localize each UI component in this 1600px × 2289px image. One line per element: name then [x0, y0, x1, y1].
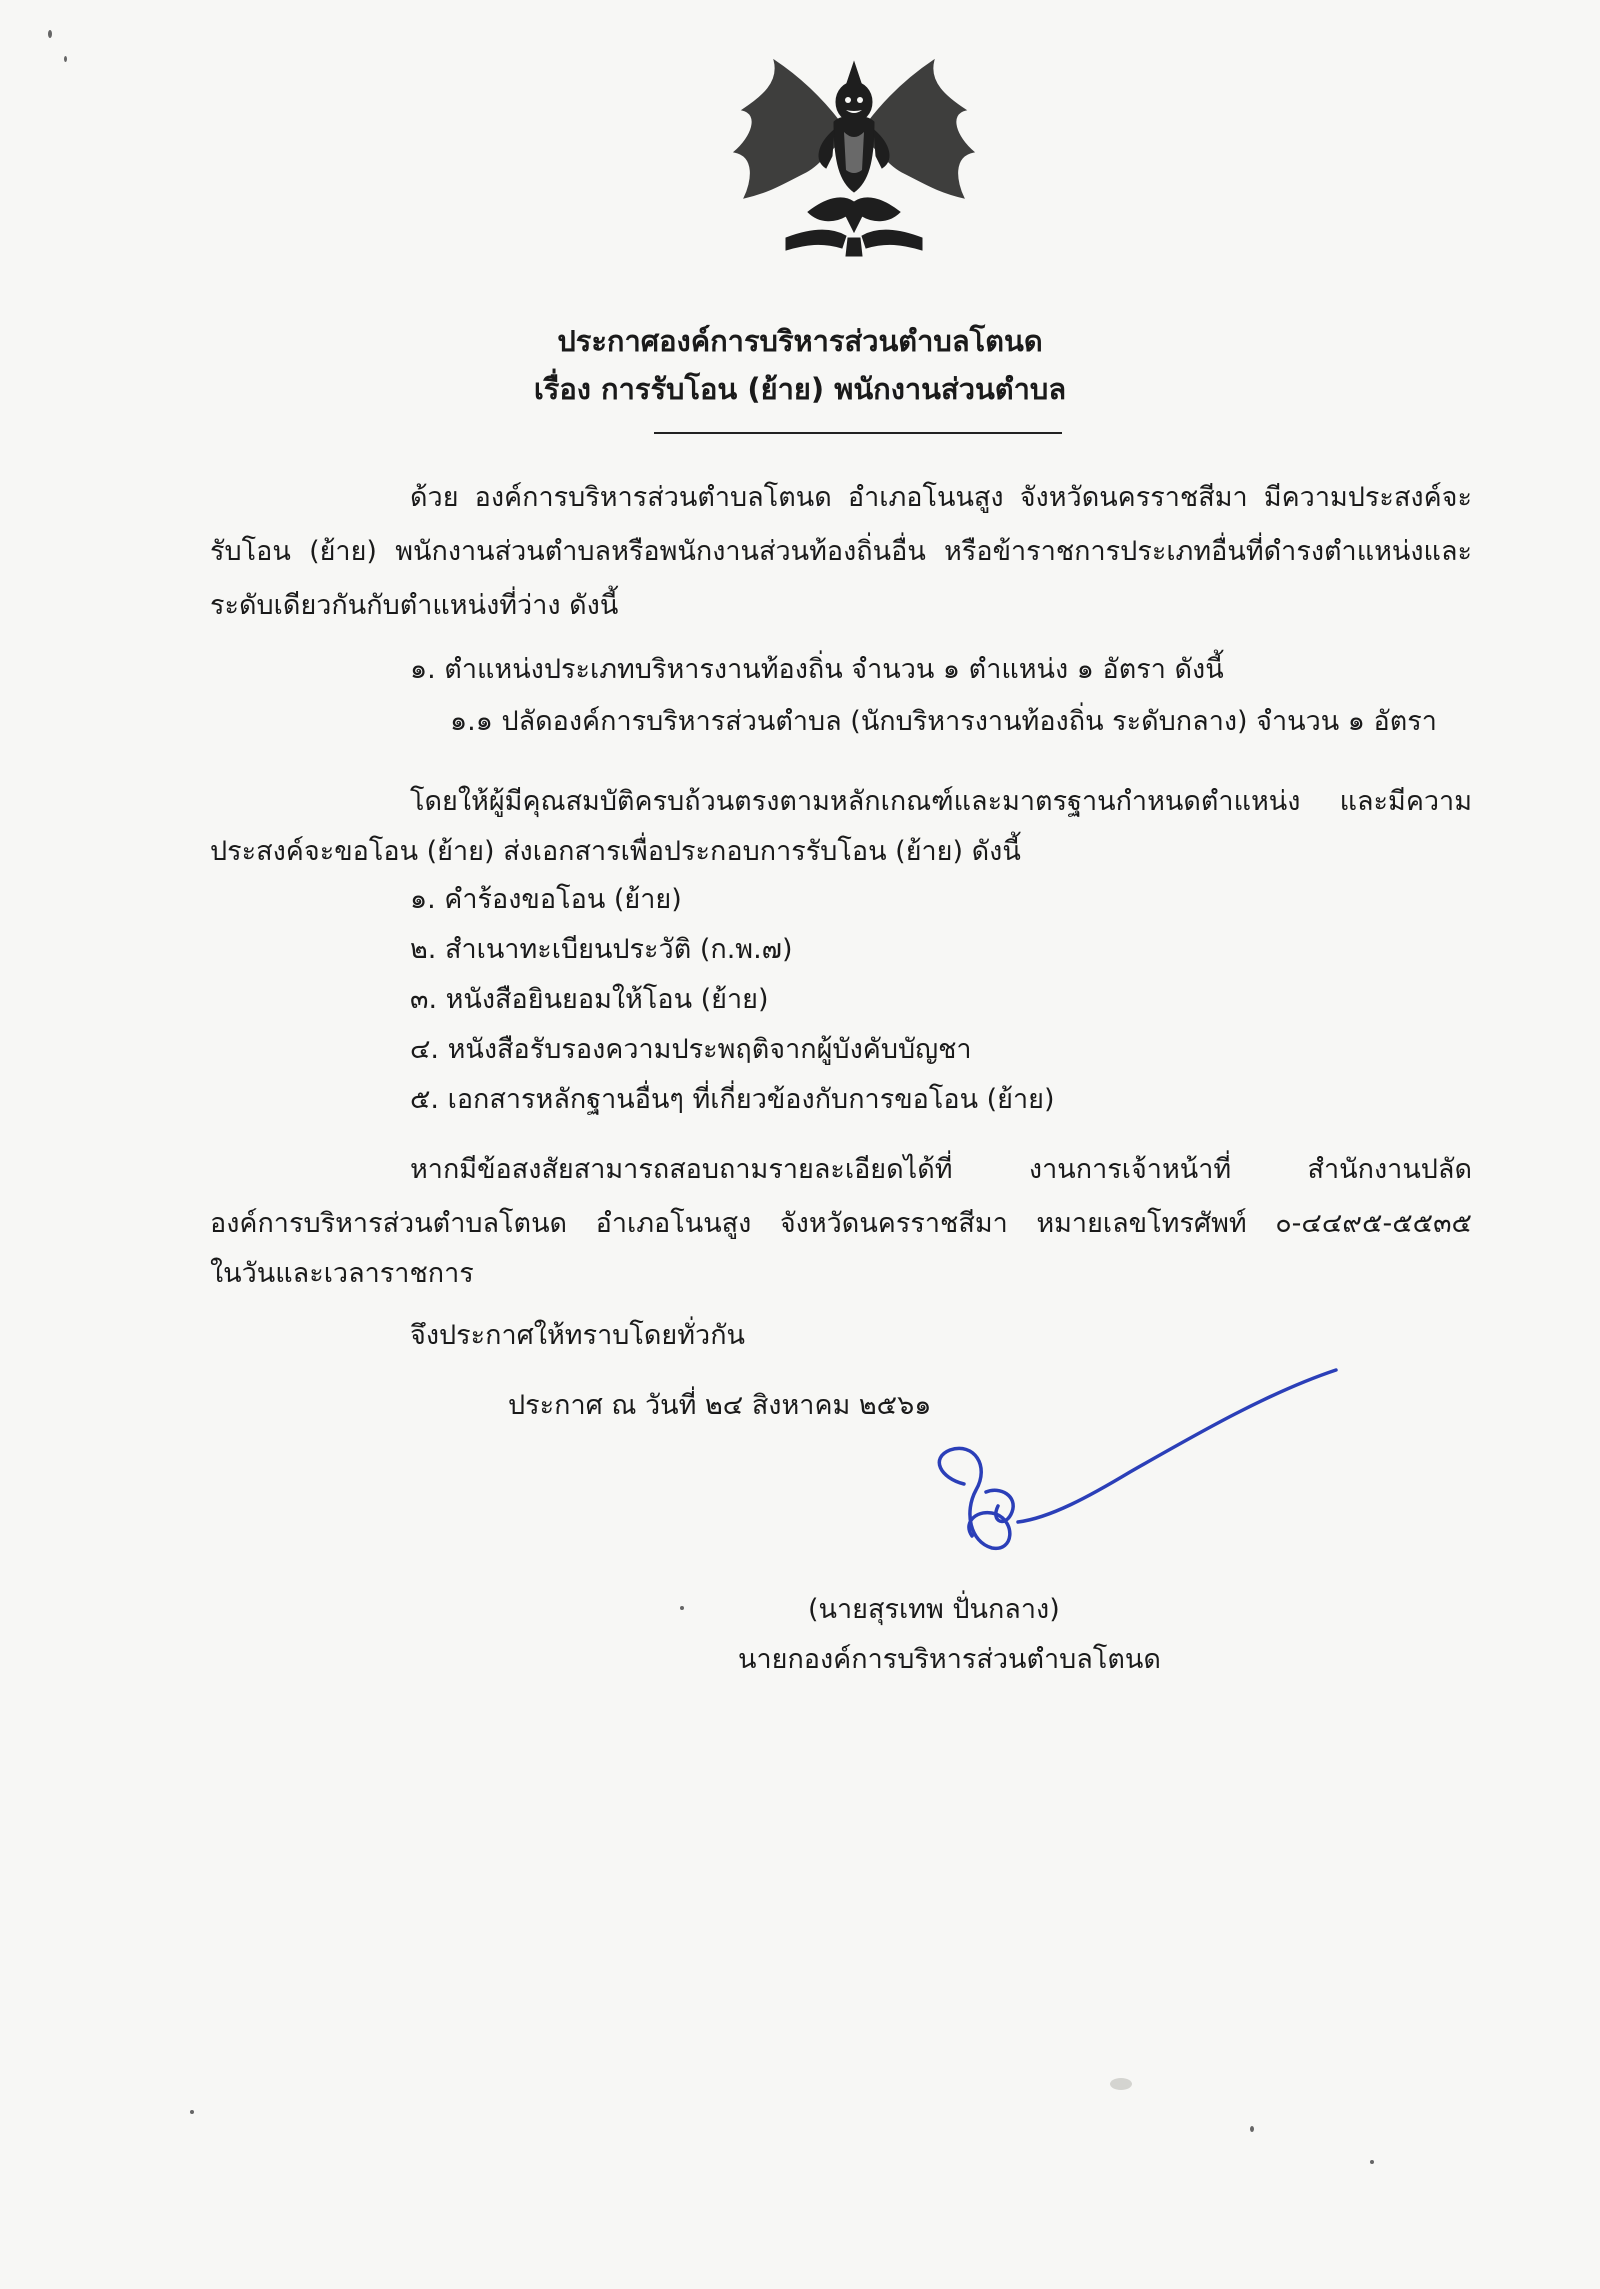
scan-speck	[48, 30, 52, 38]
position-item-1: ๑. ตำแหน่งประเภทบริหารงานท้องถิ่น จำนวน ๑ ตำแหน่ง ๑ อัตรา ดังนี้	[410, 654, 1224, 685]
document-list-item: ๑. คำร้องขอโอน (ย้าย)	[410, 884, 682, 915]
scan-speck	[1250, 2126, 1254, 2132]
document-list-item: ๓. หนังสือยินยอมให้โอน (ย้าย)	[410, 984, 769, 1015]
document-list-item: ๔. หนังสือรับรองความประพฤติจากผู้บังคับบัญชา	[410, 1034, 972, 1065]
paragraph-2-line-1: โดยให้ผู้มีคุณสมบัติครบถ้วนตรงตามหลักเกณฑ์และมาตรฐานกำหนดตำแหน่ง และมีความ	[410, 786, 1472, 817]
paragraph-1-line-3: ระดับเดียวกันกับตำแหน่งที่ว่าง ดังนี้	[210, 590, 619, 621]
scan-speck	[680, 1606, 684, 1610]
scan-speck	[1110, 2078, 1132, 2090]
document-list-item: ๒. สำเนาทะเบียนประวัติ (ก.พ.๗)	[410, 934, 793, 965]
announcement-date: ประกาศ ณ วันที่ ๒๔ สิงหาคม ๒๕๖๑	[508, 1390, 932, 1421]
signatory-name: (นายสุรเทพ ปั่นกลาง)	[808, 1594, 1060, 1625]
scan-speck	[1370, 2160, 1374, 2164]
handwritten-signature-icon	[900, 1362, 1340, 1592]
paragraph-2-line-2: ประสงค์จะขอโอน (ย้าย) ส่งเอกสารเพื่อประกอบการรับโอน (ย้าย) ดังนี้	[210, 836, 1021, 867]
scan-speck	[64, 56, 67, 62]
title-divider	[654, 432, 1062, 434]
document-list-item: ๕. เอกสารหลักฐานอื่นๆ ที่เกี่ยวข้องกับการขอโอน (ย้าย)	[410, 1084, 1055, 1115]
paragraph-3-line-3: ในวันและเวลาราชการ	[210, 1258, 474, 1289]
paragraph-1-line-2: รับโอน (ย้าย) พนักงานส่วนตำบลหรือพนักงานส่วนท้องถิ่นอื่น หรือข้าราชการประเภทอื่นที่ดำรงตำแหน่งและ	[210, 536, 1472, 567]
announcement-subject: เรื่อง การรับโอน (ย้าย) พนักงานส่วนตำบล	[533, 372, 1067, 406]
paragraph-3-line-2: องค์การบริหารส่วนตำบลโตนด อำเภอโนนสูง จังหวัดนครราชสีมา หมายเลขโทรศัพท์ ๐-๔๔๙๕-๕๕๓๕	[210, 1208, 1472, 1239]
position-item-1-1: ๑.๑ ปลัดองค์การบริหารส่วนตำบล (นักบริหารงานท้องถิ่น ระดับกลาง) จำนวน ๑ อัตรา	[450, 706, 1437, 737]
closing-statement: จึงประกาศให้ทราบโดยทั่วกัน	[410, 1320, 745, 1351]
signatory-title: นายกองค์การบริหารส่วนตำบลโตนด	[738, 1644, 1161, 1675]
announcement-title: ประกาศองค์การบริหารส่วนตำบลโตนด	[557, 324, 1043, 358]
garuda-emblem-icon	[722, 52, 986, 262]
scan-speck	[190, 2110, 194, 2114]
paragraph-3-line-1: หากมีข้อสงสัยสามารถสอบถามรายละเอียดได้ที่ งานการเจ้าหน้าที่ สำนักงานปลัด	[410, 1154, 1472, 1185]
paragraph-1-line-1: ด้วย องค์การบริหารส่วนตำบลโตนด อำเภอโนนสูง จังหวัดนครราชสีมา มีความประสงค์จะ	[410, 482, 1472, 513]
